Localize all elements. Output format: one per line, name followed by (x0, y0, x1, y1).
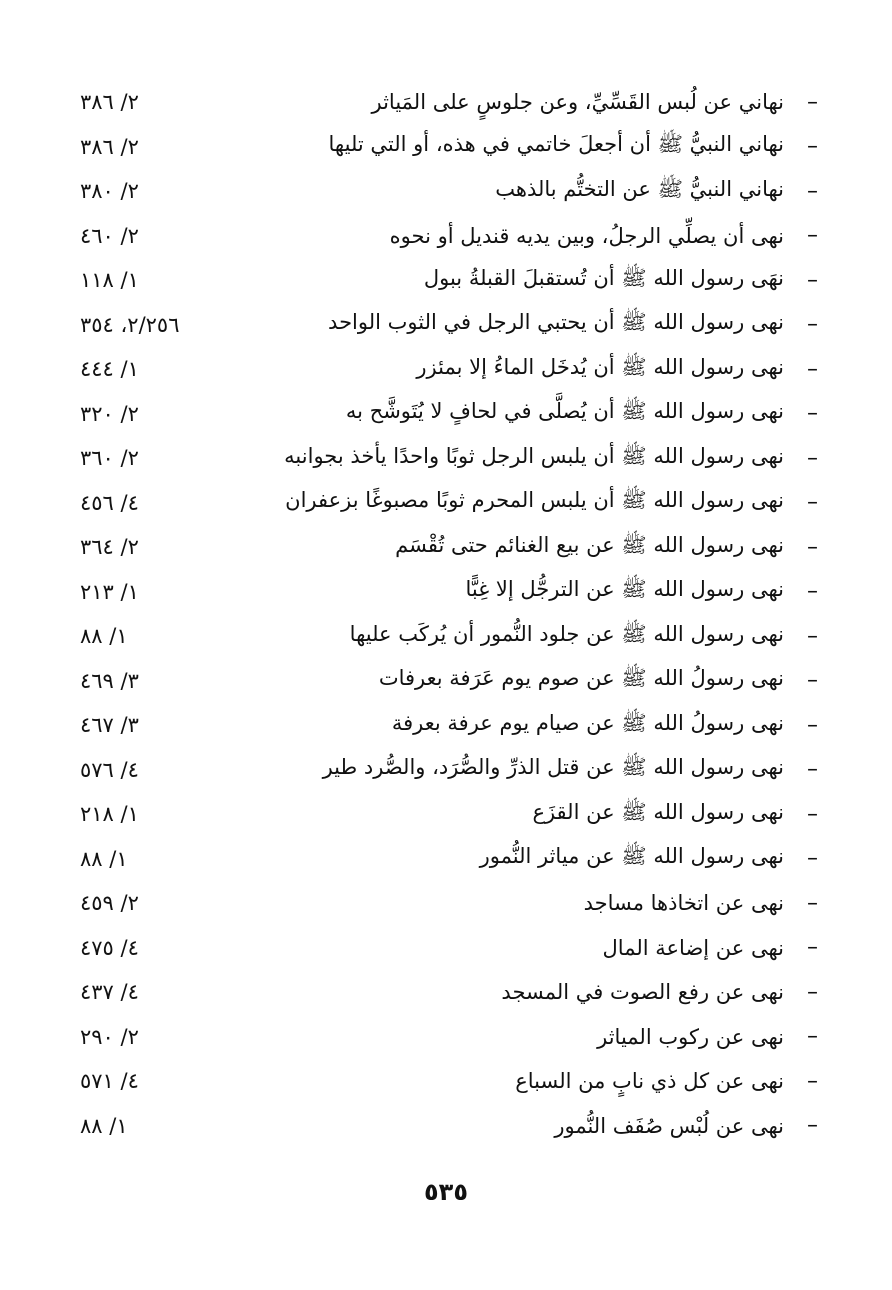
entry-reference: ٢/ ٣٦٤ (80, 535, 139, 560)
index-entry (70, 258, 818, 303)
index-entry (70, 1015, 818, 1060)
entry-text: نهى رسول الله ﷺ عن مياثر النُّمور (479, 844, 784, 869)
index-entry (70, 926, 818, 971)
index-entry (70, 881, 818, 926)
entry-text: نهى رسول الله ﷺ أن يلبس الرجل ثوبًا واحدًا يأخذ بجوانبه (284, 443, 784, 468)
entry-dash: – (807, 134, 818, 160)
entry-reference: ١/ ٨٨ (80, 846, 128, 871)
entry-dash: – (807, 178, 818, 204)
entry-text: نهى عن رفع الصوت في المسجد (501, 980, 784, 1005)
entry-dash: – (807, 757, 818, 783)
index-entry (70, 1059, 818, 1104)
entry-reference: ٣/ ٤٦٧ (80, 713, 139, 738)
entry-reference: ١/ ٢١٨ (80, 802, 139, 827)
entry-reference: ٢/ ٤٥٩ (80, 891, 139, 916)
entry-text: نهى رسول الله ﷺ أن يُصلَّى في لحافٍ لا يُتَوشَّح به (345, 399, 784, 424)
entry-reference: ٢/ ٤٦٠ (80, 223, 139, 248)
entry-reference: ١/ ٢١٣ (80, 579, 139, 604)
index-entry (70, 525, 818, 570)
entry-dash: – (807, 267, 818, 293)
index-entry (70, 214, 818, 259)
entry-text: نهى عن لُبْس صُفَف النُّمور (554, 1113, 784, 1138)
hadith-index-list (70, 80, 818, 1148)
entry-text: نهى رسول الله ﷺ عن القزَع (532, 799, 784, 824)
index-entry (70, 614, 818, 659)
index-entry (70, 792, 818, 837)
entry-dash: – (807, 356, 818, 382)
entry-dash: – (807, 1024, 818, 1050)
index-entry (70, 303, 818, 348)
entry-reference: ٢/ ٣٢٠ (80, 401, 139, 426)
entry-dash: – (807, 890, 818, 916)
entry-text: نهى رسول الله ﷺ عن جلود النُّمور أن يُركَب عليها (349, 621, 784, 646)
entry-reference: ٤/ ٤٣٧ (80, 980, 139, 1005)
index-entry (70, 970, 818, 1015)
entry-dash: – (807, 445, 818, 471)
index-entry (70, 659, 818, 704)
entry-dash: – (807, 579, 818, 605)
entry-reference: ١/ ٤٤٤ (80, 357, 139, 382)
entry-reference: ٢/ ٣٦٠ (80, 446, 139, 471)
entry-text: نهى رسولُ الله ﷺ عن صيام يوم عرفة بعرفة (391, 710, 784, 735)
index-entry (70, 1104, 818, 1149)
entry-text: نهى عن كل ذي نابٍ من السباع (515, 1069, 784, 1094)
index-entry (70, 392, 818, 437)
entry-text: نهى عن اتخاذها مساجد (583, 891, 784, 916)
entry-reference: ٢/ ٣٨٦ (80, 90, 139, 115)
entry-text: نهى عن إضاعة المال (602, 935, 784, 960)
index-entry (70, 748, 818, 793)
entry-dash: – (807, 534, 818, 560)
entry-dash: – (807, 89, 818, 115)
entry-dash: – (807, 312, 818, 338)
entry-dash: – (807, 401, 818, 427)
index-entry (70, 570, 818, 615)
index-entry (70, 125, 818, 170)
entry-text: نهى رسول الله ﷺ عن بيع الغنائم حتى تُقْسَم (395, 532, 784, 557)
entry-text: نهى رسول الله ﷺ عن الترجُّل إلا غِبًّا (465, 577, 784, 602)
index-entry (70, 169, 818, 214)
entry-text: نهى رسولُ الله ﷺ عن صوم يوم عَرَفة بعرفات (378, 666, 784, 691)
entry-dash: – (807, 623, 818, 649)
index-entry (70, 703, 818, 748)
entry-dash: – (807, 668, 818, 694)
entry-dash: – (807, 935, 818, 961)
index-entry (70, 347, 818, 392)
entry-dash: – (807, 979, 818, 1005)
index-entry (70, 481, 818, 526)
index-entry (70, 80, 818, 125)
entry-text: نهاني النبيُّ ﷺ عن التختُّم بالذهب (495, 176, 784, 201)
entry-text: نهاني عن لُبس القَسِّيِّ، وعن جلوسٍ على المَياثر (371, 90, 784, 115)
entry-reference: ١/ ١١٨ (80, 268, 139, 293)
entry-text: نهى أن يصلِّي الرجلُ، وبين يديه قنديل أو نحوه (389, 223, 784, 248)
entry-reference: ٢/٢٥٦، ٣٥٤ (80, 312, 180, 337)
entry-reference: ٤/ ٤٧٥ (80, 935, 139, 960)
entry-text: نهَى رسول الله ﷺ أن تُستقبلَ القبلةُ ببول (423, 265, 784, 290)
page-number: ٥٣٥ (424, 1178, 468, 1206)
entry-dash: – (807, 1113, 818, 1139)
entry-dash: – (807, 712, 818, 738)
entry-reference: ٤/ ٥٧١ (80, 1069, 139, 1094)
entry-reference: ١/ ٨٨ (80, 1113, 128, 1138)
entry-reference: ٣/ ٤٦٩ (80, 668, 139, 693)
entry-reference: ١/ ٨٨ (80, 624, 128, 649)
entry-text: نهى عن ركوب المياثر (597, 1024, 784, 1049)
entry-reference: ٤/ ٥٧٦ (80, 757, 139, 782)
entry-dash: – (807, 1068, 818, 1094)
entry-dash: – (807, 223, 818, 249)
entry-text: نهى رسول الله ﷺ أن يُدخَل الماءُ إلا بمئزر (416, 354, 784, 379)
entry-reference: ٢/ ٣٨٦ (80, 134, 139, 159)
entry-text: نهى رسول الله ﷺ عن قتل الذرِّ والصُّرَد، والصُّرد طير (322, 755, 784, 780)
entry-dash: – (807, 801, 818, 827)
entry-reference: ٢/ ٢٩٠ (80, 1024, 139, 1049)
entry-reference: ٢/ ٣٨٠ (80, 179, 139, 204)
entry-dash: – (807, 846, 818, 872)
entry-text: نهى رسول الله ﷺ أن يلبس المحرم ثوبًا مصبوغًا بزعفران (285, 488, 784, 513)
index-entry (70, 436, 818, 481)
entry-reference: ٤/ ٤٥٦ (80, 490, 139, 515)
index-entry (70, 837, 818, 882)
entry-text: نهاني النبيُّ ﷺ أن أجعلَ خاتمي في هذه، أو التي تليها (328, 132, 784, 157)
entry-text: نهى رسول الله ﷺ أن يحتبي الرجل في الثوب الواحد (328, 310, 784, 335)
entry-dash: – (807, 490, 818, 516)
